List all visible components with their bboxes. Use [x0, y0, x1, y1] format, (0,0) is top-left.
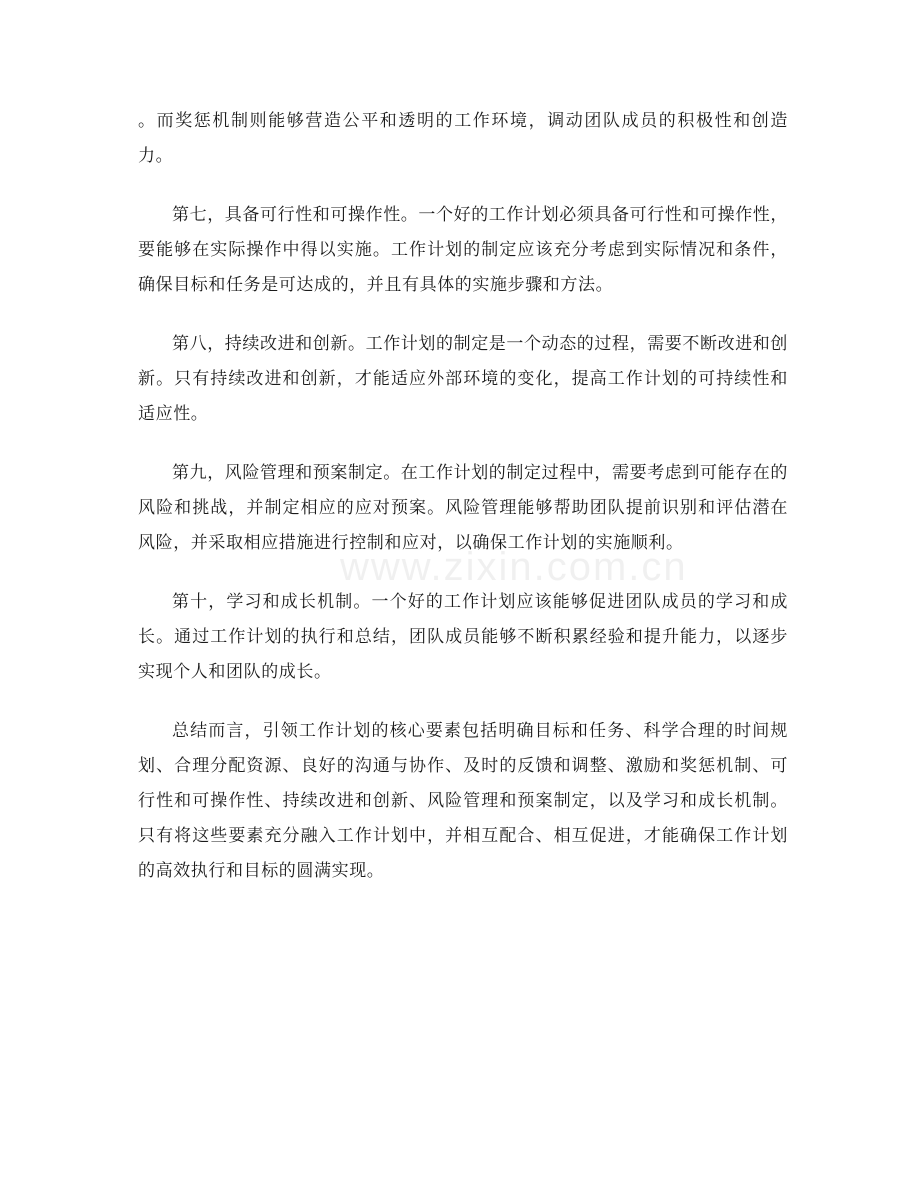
watermark: www.zixin.com.cn — [340, 545, 688, 589]
paragraph-eighth: 第八，持续改进和创新。工作计划的制定是一个动态的过程，需要不断改进和创新。只有持续改进和创新，才能适应外部环境的变化，提高工作计划的可持续性和适应性。 — [138, 334, 788, 424]
document-page — [138, 104, 788, 913]
paragraph-ninth: 第九，风险管理和预案制定。在工作计划的制定过程中，需要考虑到可能存在的风险和挑战，并制定相应的应对预案。风险管理能够帮助团队提前识别和评估潜在风险，并采取相应措施进行控制和应对，以确保工作计划的实施顺利。 — [138, 463, 788, 553]
paragraph-summary: 总结而言，引领工作计划的核心要素包括明确目标和任务、科学合理的时间规划、合理分配资源、良好的沟通与协作、及时的反馈和调整、激励和奖惩机制、可行性和可操作性、持续改进和创新、风险管理和预案制定，以及学习和成长机制。只有将这些要素充分融入工作计划中，并相互配合、相互促进，才能确保工作计划的高效执行和目标的圆满实现。 — [138, 721, 788, 881]
paragraph-continuation: 。而奖惩机制则能够营造公平和透明的工作环境，调动团队成员的积极性和创造力。 — [138, 111, 788, 166]
paragraph-tenth: 第十，学习和成长机制。一个好的工作计划应该能够促进团队成员的学习和成长。通过工作计划的执行和总结，团队成员能够不断积累经验和提升能力，以逐步实现个人和团队的成长。 — [138, 592, 788, 682]
paragraph-seventh: 第七，具备可行性和可操作性。一个好的工作计划必须具备可行性和可操作性，要能够在实际操作中得以实施。工作计划的制定应该充分考虑到实际情况和条件，确保目标和任务是可达成的，并且有具体的实施步骤和方法。 — [138, 205, 788, 295]
